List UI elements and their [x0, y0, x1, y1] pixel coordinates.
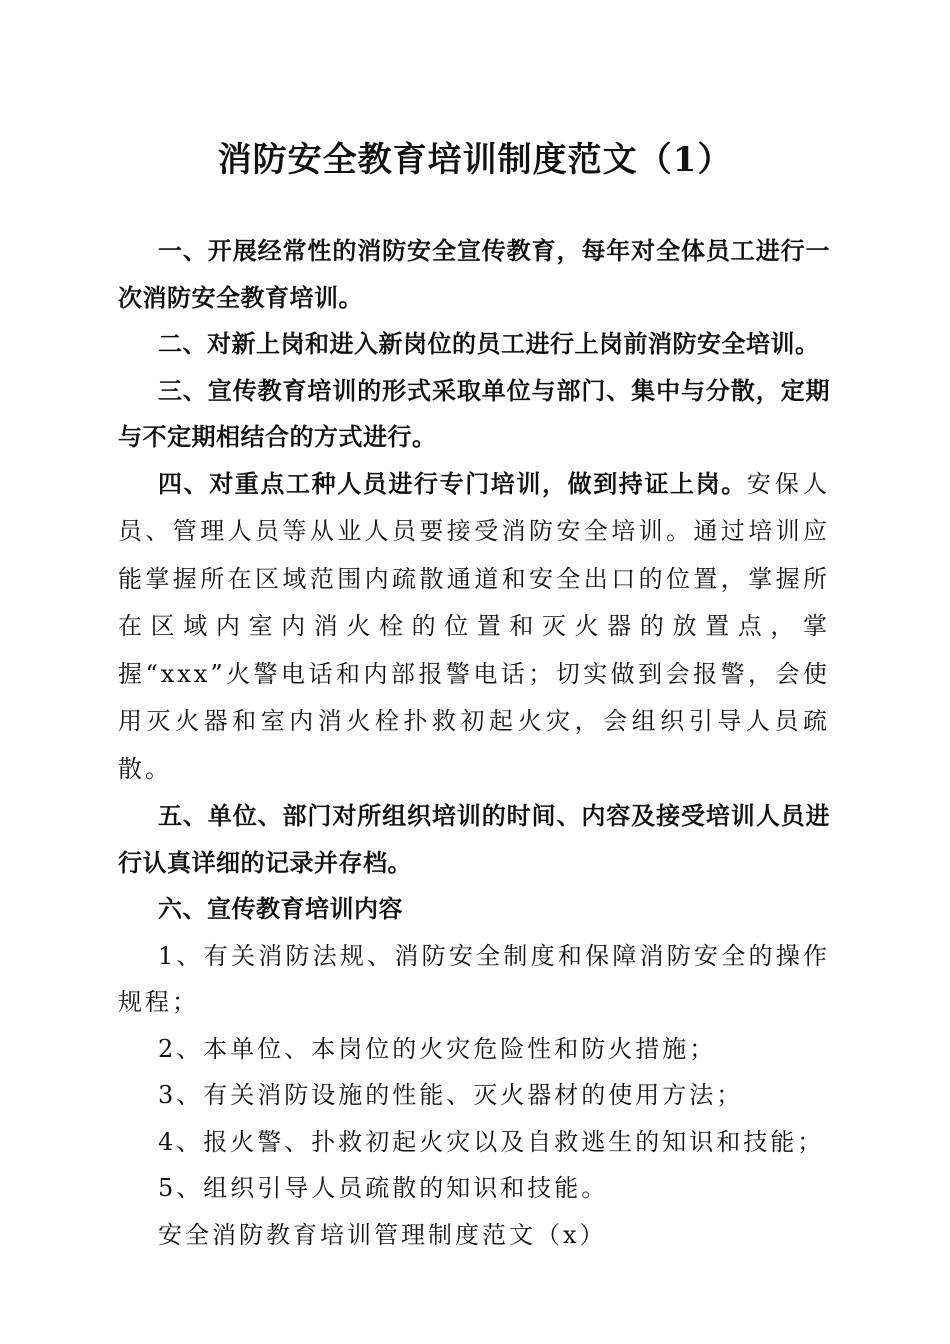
list-item: 2、本单位、本岗位的火灾危险性和防火措施； — [158, 1034, 717, 1063]
section-3: 三、宣传教育培训的形式采取单位与部门、集中与分散，定期与不定期相结合的方式进行。 — [118, 376, 830, 451]
section-4-heading: 四、对重点工种人员进行专门培训，做到持证上岗。 — [158, 469, 747, 498]
document-title: 消防安全教育培训制度范文（1） — [217, 140, 733, 180]
footer-title: 安全消防教育培训管理制度范文（x） — [158, 1220, 607, 1249]
list-item: 4、报火警、扑救初起火灾以及自救逃生的知识和技能； — [158, 1127, 825, 1156]
list-item: 1、有关消防法规、消防安全制度和保障消防安全的操作规程； — [118, 941, 830, 1016]
section-6: 六、宣传教育培训内容 — [158, 895, 403, 923]
list-item: 5、组织引导人员疏散的知识和技能。 — [158, 1174, 609, 1202]
section-4-body: 安保人员、管理人员等从业人员要接受消防安全培训。通过培训应能掌握所在区域范围内疏散通道和安全出口的位置，掌握所在区域内室内消火栓的位置和灭火器的放置点，掌握“xxx”火警电话和内部报警电话；切实做到会报警，会使用灭火器和室内消火栓扑救初起火灾，会组织引导人员疏散。 — [118, 469, 831, 783]
section-2: 二、对新上岗和进入新岗位的员工进行上岗前消防安全培训。 — [158, 330, 820, 358]
section-1: 一、开展经常性的消防安全宣传教育，每年对全体员工进行一次消防安全教育培训。 — [118, 237, 830, 312]
section-4 — [118, 461, 830, 794]
section-5: 五、单位、部门对所组织培训的时间、内容及接受培训人员进行认真详细的记录并存档。 — [118, 802, 830, 877]
list-item: 3、有关消防设施的性能、灭火器材的使用方法； — [158, 1081, 744, 1109]
document-body — [118, 228, 830, 1258]
